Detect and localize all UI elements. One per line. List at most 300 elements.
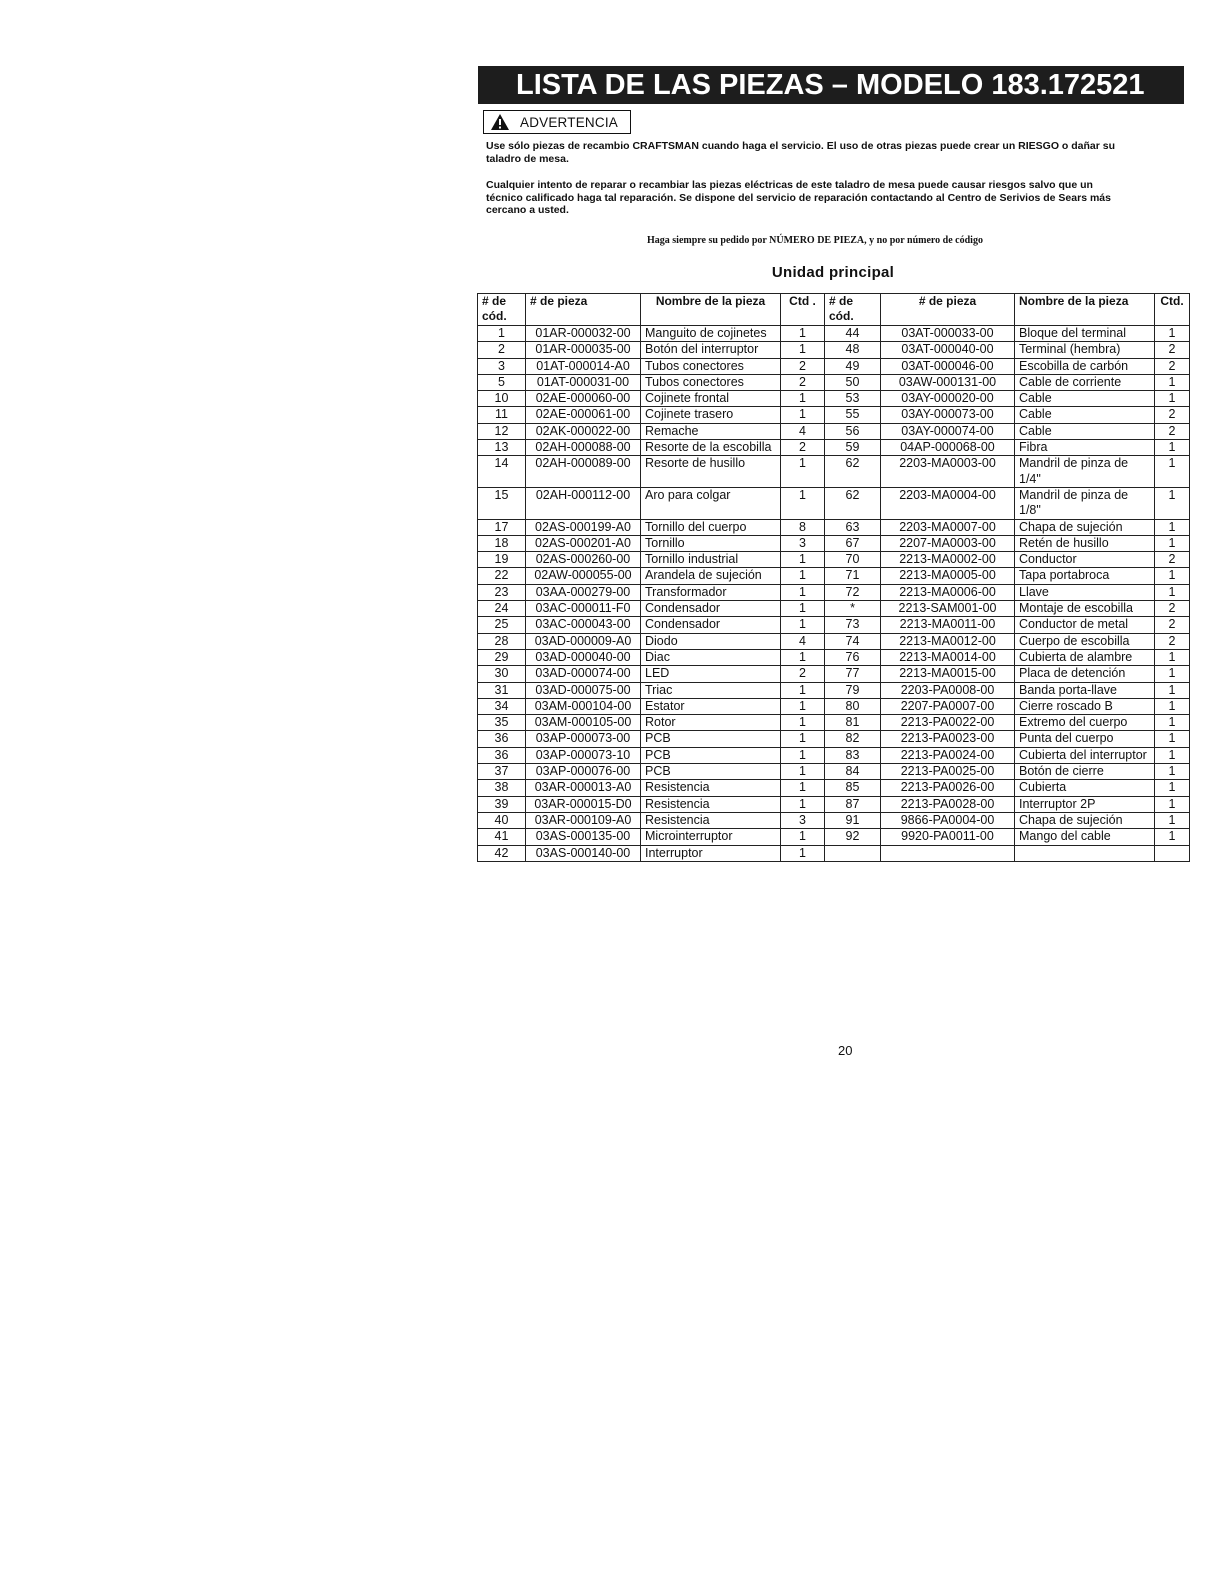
part-name-cell: Cojinete trasero	[641, 407, 781, 423]
code-cell: 81	[825, 715, 881, 731]
qty-cell: 1	[781, 796, 825, 812]
code-cell: 15	[478, 487, 526, 519]
part-number-cell: 02AH-000112-00	[526, 487, 641, 519]
part-name-cell: Manguito de cojinetes	[641, 326, 781, 342]
part-number-cell: 03AP-000076-00	[526, 764, 641, 780]
qty-cell: 1	[1155, 731, 1190, 747]
part-name-cell: Condensador	[641, 601, 781, 617]
part-number-cell: 2213-PA0025-00	[881, 764, 1015, 780]
qty-cell: 4	[781, 423, 825, 439]
qty-cell: 1	[1155, 747, 1190, 763]
table-row	[478, 584, 1190, 600]
qty-cell: 2	[781, 666, 825, 682]
qty-cell: 1	[1155, 682, 1190, 698]
code-cell: 36	[478, 747, 526, 763]
part-name-cell: Cable	[1015, 391, 1155, 407]
qty-cell: 1	[781, 649, 825, 665]
part-name-cell: Montaje de escobilla	[1015, 601, 1155, 617]
part-number-cell: 02AE-000061-00	[526, 407, 641, 423]
part-number-cell: 03AT-000040-00	[881, 342, 1015, 358]
table-row	[478, 440, 1190, 456]
part-number-cell: 02AH-000088-00	[526, 440, 641, 456]
qty-cell: 1	[781, 764, 825, 780]
qty-cell: 1	[1155, 715, 1190, 731]
part-name-cell: Interruptor	[641, 845, 781, 861]
part-name-cell: PCB	[641, 764, 781, 780]
table-row	[478, 682, 1190, 698]
qty-cell: 1	[781, 584, 825, 600]
part-name-cell: Banda porta-llave	[1015, 682, 1155, 698]
table-row	[478, 423, 1190, 439]
qty-cell: 1	[781, 456, 825, 488]
qty-cell: 2	[1155, 601, 1190, 617]
warning-triangle-icon	[490, 113, 510, 131]
part-name-cell: Estator	[641, 698, 781, 714]
qty-cell: 1	[1155, 326, 1190, 342]
table-row	[478, 747, 1190, 763]
table-row	[478, 601, 1190, 617]
order-note: Haga siempre su pedido por NÚMERO DE PIEZA, y no por número de código	[647, 235, 983, 246]
qty-cell: 2	[781, 358, 825, 374]
qty-cell: 2	[781, 440, 825, 456]
part-number-cell: 2203-PA0008-00	[881, 682, 1015, 698]
qty-cell: 1	[781, 682, 825, 698]
part-number-cell: 9866-PA0004-00	[881, 812, 1015, 828]
code-cell: 19	[478, 552, 526, 568]
part-name-cell: Microinterruptor	[641, 829, 781, 845]
table-row	[478, 374, 1190, 390]
code-cell: *	[825, 601, 881, 617]
code-cell: 82	[825, 731, 881, 747]
part-name-cell: Retén de husillo	[1015, 535, 1155, 551]
part-name-cell: Aro para colgar	[641, 487, 781, 519]
code-cell: 17	[478, 519, 526, 535]
part-number-cell: 2213-MA0011-00	[881, 617, 1015, 633]
part-number-cell: 2213-MA0005-00	[881, 568, 1015, 584]
part-number-cell: 03AW-000131-00	[881, 374, 1015, 390]
part-number-cell: 02AE-000060-00	[526, 391, 641, 407]
code-cell: 3	[478, 358, 526, 374]
code-cell: 48	[825, 342, 881, 358]
part-number-cell: 03AD-000075-00	[526, 682, 641, 698]
table-row	[478, 456, 1190, 488]
part-name-cell: Interruptor 2P	[1015, 796, 1155, 812]
part-number-cell: 02AS-000201-A0	[526, 535, 641, 551]
code-cell: 77	[825, 666, 881, 682]
header-part-name: Nombre de la pieza	[1015, 294, 1155, 326]
table-row	[478, 845, 1190, 861]
part-number-cell: 2213-MA0012-00	[881, 633, 1015, 649]
qty-cell: 1	[781, 326, 825, 342]
table-row	[478, 535, 1190, 551]
code-cell: 24	[478, 601, 526, 617]
code-cell: 50	[825, 374, 881, 390]
warning-line: taladro de mesa.	[486, 152, 569, 165]
warning-line: técnico calificado haga tal reparación. Se dispone del servicio de reparación contactando al Centro de Serivios de Sears más	[486, 191, 1111, 204]
table-row	[478, 812, 1190, 828]
part-name-cell: Cubierta de alambre	[1015, 649, 1155, 665]
part-name-cell: Chapa de sujeción	[1015, 812, 1155, 828]
code-cell: 22	[478, 568, 526, 584]
code-cell: 39	[478, 796, 526, 812]
qty-cell: 2	[1155, 407, 1190, 423]
qty-cell: 1	[781, 731, 825, 747]
qty-cell: 1	[781, 391, 825, 407]
code-cell: 23	[478, 584, 526, 600]
table-row	[478, 666, 1190, 682]
page-title: LISTA DE LAS PIEZAS – MODELO 183.172521	[478, 66, 1184, 104]
part-name-cell: Transformador	[641, 584, 781, 600]
code-cell: 42	[478, 845, 526, 861]
qty-cell: 1	[781, 568, 825, 584]
part-number-cell: 01AR-000032-00	[526, 326, 641, 342]
qty-cell: 1	[1155, 519, 1190, 535]
qty-cell: 1	[781, 780, 825, 796]
part-number-cell: 03AM-000104-00	[526, 698, 641, 714]
table-row	[478, 780, 1190, 796]
warning-line: cercano a usted.	[486, 204, 569, 216]
qty-cell: 1	[1155, 780, 1190, 796]
qty-cell: 1	[781, 845, 825, 861]
part-name-cell: Bloque del terminal	[1015, 326, 1155, 342]
code-cell: 91	[825, 812, 881, 828]
table-row	[478, 552, 1190, 568]
part-number-cell: 2203-MA0004-00	[881, 487, 1015, 519]
qty-cell: 1	[1155, 764, 1190, 780]
part-name-cell: Cubierta	[1015, 780, 1155, 796]
part-name-cell: Resorte de la escobilla	[641, 440, 781, 456]
part-name-cell: Mango del cable	[1015, 829, 1155, 845]
table-row	[478, 617, 1190, 633]
code-cell: 35	[478, 715, 526, 731]
part-number-cell: 03AR-000015-D0	[526, 796, 641, 812]
part-name-cell: Botón del interruptor	[641, 342, 781, 358]
part-number-cell: 03AD-000040-00	[526, 649, 641, 665]
code-cell: 13	[478, 440, 526, 456]
part-number-cell: 2203-MA0003-00	[881, 456, 1015, 488]
code-cell	[825, 845, 881, 861]
qty-cell: 1	[1155, 666, 1190, 682]
part-number-cell: 03AD-000009-A0	[526, 633, 641, 649]
section-title: Unidad principal	[771, 264, 895, 281]
part-name-cell: Chapa de sujeción	[1015, 519, 1155, 535]
table-row	[478, 796, 1190, 812]
part-name-cell: Tornillo industrial	[641, 552, 781, 568]
qty-cell: 1	[1155, 374, 1190, 390]
part-number-cell: 03AY-000020-00	[881, 391, 1015, 407]
qty-cell: 1	[781, 617, 825, 633]
code-cell: 74	[825, 633, 881, 649]
part-number-cell: 2207-MA0003-00	[881, 535, 1015, 551]
parts-table	[477, 293, 1190, 862]
part-name-cell: PCB	[641, 731, 781, 747]
qty-cell: 1	[781, 342, 825, 358]
code-cell: 25	[478, 617, 526, 633]
part-name-cell: Cuerpo de escobilla	[1015, 633, 1155, 649]
qty-cell: 4	[781, 633, 825, 649]
code-cell: 29	[478, 649, 526, 665]
part-name-cell: Cable	[1015, 407, 1155, 423]
part-name-cell: Resistencia	[641, 812, 781, 828]
code-cell: 10	[478, 391, 526, 407]
part-name-cell: Tapa portabroca	[1015, 568, 1155, 584]
part-name-cell: Cable	[1015, 423, 1155, 439]
part-number-cell: 2213-SAM001-00	[881, 601, 1015, 617]
code-cell: 11	[478, 407, 526, 423]
part-name-cell: Placa de detención	[1015, 666, 1155, 682]
table-row	[478, 407, 1190, 423]
qty-cell: 1	[1155, 829, 1190, 845]
part-name-cell: Cable de corriente	[1015, 374, 1155, 390]
code-cell: 40	[478, 812, 526, 828]
part-number-cell: 03AA-000279-00	[526, 584, 641, 600]
qty-cell: 1	[1155, 812, 1190, 828]
code-cell: 73	[825, 617, 881, 633]
part-name-cell: Punta del cuerpo	[1015, 731, 1155, 747]
code-cell: 14	[478, 456, 526, 488]
part-name-cell: Fibra	[1015, 440, 1155, 456]
part-number-cell: 02AW-000055-00	[526, 568, 641, 584]
qty-cell: 2	[781, 374, 825, 390]
part-name-cell: Tornillo	[641, 535, 781, 551]
part-number-cell: 2213-PA0022-00	[881, 715, 1015, 731]
qty-cell: 1	[1155, 456, 1190, 488]
part-number-cell: 2213-MA0014-00	[881, 649, 1015, 665]
part-number-cell: 03AD-000074-00	[526, 666, 641, 682]
warning-label: ADVERTENCIA	[520, 114, 618, 130]
code-cell: 53	[825, 391, 881, 407]
code-cell: 70	[825, 552, 881, 568]
part-number-cell: 03AP-000073-10	[526, 747, 641, 763]
part-number-cell: 2213-MA0006-00	[881, 584, 1015, 600]
part-name-cell: Triac	[641, 682, 781, 698]
warning-line: Use sólo piezas de recambio CRAFTSMAN cuando haga el servicio. El uso de otras piezas puede crear un RIESGO o dañar su	[486, 140, 1116, 152]
part-name-cell: Tubos conectores	[641, 358, 781, 374]
part-number-cell: 03AP-000073-00	[526, 731, 641, 747]
table-row	[478, 698, 1190, 714]
part-number-cell: 01AT-000031-00	[526, 374, 641, 390]
part-number-cell: 2213-MA0002-00	[881, 552, 1015, 568]
warning-line: Cualquier intento de reparar o recambiar las piezas eléctricas de este taladro de mesa puede causar riesgos salvo que un	[486, 179, 1093, 191]
code-cell: 79	[825, 682, 881, 698]
qty-cell: 1	[1155, 535, 1190, 551]
qty-cell: 1	[781, 407, 825, 423]
table-row	[478, 391, 1190, 407]
table-row	[478, 764, 1190, 780]
part-number-cell: 03AS-000140-00	[526, 845, 641, 861]
part-number-cell: 2203-MA0007-00	[881, 519, 1015, 535]
part-number-cell: 03AY-000074-00	[881, 423, 1015, 439]
qty-cell: 2	[1155, 342, 1190, 358]
header-code: # de cód.	[478, 294, 526, 326]
part-name-cell: Terminal (hembra)	[1015, 342, 1155, 358]
qty-cell: 1	[781, 829, 825, 845]
code-cell: 76	[825, 649, 881, 665]
part-name-cell: Cojinete frontal	[641, 391, 781, 407]
part-name-cell: Escobilla de carbón	[1015, 358, 1155, 374]
qty-cell: 1	[781, 487, 825, 519]
code-cell: 92	[825, 829, 881, 845]
code-cell: 87	[825, 796, 881, 812]
code-cell: 30	[478, 666, 526, 682]
qty-cell: 1	[1155, 698, 1190, 714]
code-cell: 12	[478, 423, 526, 439]
part-number-cell: 03AC-000043-00	[526, 617, 641, 633]
table-row	[478, 519, 1190, 535]
part-number-cell: 03AY-000073-00	[881, 407, 1015, 423]
part-number-cell: 2213-PA0023-00	[881, 731, 1015, 747]
part-name-cell: Conductor de metal	[1015, 617, 1155, 633]
part-name-cell: Resistencia	[641, 780, 781, 796]
code-cell: 2	[478, 342, 526, 358]
part-name-cell: Extremo del cuerpo	[1015, 715, 1155, 731]
warning-paragraph-1	[486, 140, 1198, 165]
code-cell: 31	[478, 682, 526, 698]
header-part-number: # de pieza	[881, 294, 1015, 326]
code-cell: 1	[478, 326, 526, 342]
part-number-cell: 01AR-000035-00	[526, 342, 641, 358]
table-row	[478, 568, 1190, 584]
warning-box	[483, 110, 631, 134]
part-name-cell	[1015, 845, 1155, 861]
part-name-cell: Tubos conectores	[641, 374, 781, 390]
qty-cell: 1	[1155, 440, 1190, 456]
qty-cell: 1	[1155, 584, 1190, 600]
part-name-cell: Llave	[1015, 584, 1155, 600]
part-name-cell: Conductor	[1015, 552, 1155, 568]
header-part-number: # de pieza	[526, 294, 641, 326]
code-cell: 41	[478, 829, 526, 845]
qty-cell: 3	[781, 812, 825, 828]
qty-cell: 1	[781, 601, 825, 617]
part-number-cell: 03AR-000013-A0	[526, 780, 641, 796]
code-cell: 83	[825, 747, 881, 763]
code-cell: 84	[825, 764, 881, 780]
qty-cell: 1	[781, 747, 825, 763]
qty-cell: 1	[781, 552, 825, 568]
code-cell: 37	[478, 764, 526, 780]
part-number-cell: 2213-PA0028-00	[881, 796, 1015, 812]
code-cell: 49	[825, 358, 881, 374]
code-cell: 38	[478, 780, 526, 796]
code-cell: 85	[825, 780, 881, 796]
warning-paragraph-2	[486, 179, 1198, 217]
code-cell: 36	[478, 731, 526, 747]
code-cell: 56	[825, 423, 881, 439]
part-name-cell: Diac	[641, 649, 781, 665]
qty-cell: 3	[781, 535, 825, 551]
part-number-cell: 03AC-000011-F0	[526, 601, 641, 617]
qty-cell	[1155, 845, 1190, 861]
part-number-cell: 01AT-000014-A0	[526, 358, 641, 374]
part-name-cell: Rotor	[641, 715, 781, 731]
code-cell: 80	[825, 698, 881, 714]
table-row	[478, 829, 1190, 845]
part-name-cell: Diodo	[641, 633, 781, 649]
code-cell: 18	[478, 535, 526, 551]
table-body	[478, 326, 1190, 862]
table-row	[478, 633, 1190, 649]
code-cell: 28	[478, 633, 526, 649]
part-number-cell: 03AR-000109-A0	[526, 812, 641, 828]
part-number-cell: 03AT-000046-00	[881, 358, 1015, 374]
part-name-cell: Cierre roscado B	[1015, 698, 1155, 714]
part-name-cell: Tornillo del cuerpo	[641, 519, 781, 535]
part-name-cell: Arandela de sujeción	[641, 568, 781, 584]
code-cell: 72	[825, 584, 881, 600]
part-name-cell: Resistencia	[641, 796, 781, 812]
part-number-cell: 2213-MA0015-00	[881, 666, 1015, 682]
table-row	[478, 649, 1190, 665]
table-row	[478, 358, 1190, 374]
part-number-cell: 2213-PA0024-00	[881, 747, 1015, 763]
qty-cell: 2	[1155, 617, 1190, 633]
qty-cell: 1	[1155, 391, 1190, 407]
part-number-cell: 9920-PA0011-00	[881, 829, 1015, 845]
part-name-cell: Remache	[641, 423, 781, 439]
table-row	[478, 342, 1190, 358]
header-part-name: Nombre de la pieza	[641, 294, 781, 326]
part-number-cell: 02AH-000089-00	[526, 456, 641, 488]
code-cell: 62	[825, 456, 881, 488]
qty-cell: 2	[1155, 358, 1190, 374]
code-cell: 63	[825, 519, 881, 535]
part-name-cell: PCB	[641, 747, 781, 763]
qty-cell: 1	[1155, 649, 1190, 665]
part-number-cell: 04AP-000068-00	[881, 440, 1015, 456]
part-name-cell: Mandril de pinza de 1/8"	[1015, 487, 1155, 519]
table-header-row	[478, 294, 1190, 326]
part-number-cell: 2213-PA0026-00	[881, 780, 1015, 796]
part-number-cell	[881, 845, 1015, 861]
code-cell: 5	[478, 374, 526, 390]
qty-cell: 1	[781, 698, 825, 714]
code-cell: 34	[478, 698, 526, 714]
code-cell: 62	[825, 487, 881, 519]
qty-cell: 2	[1155, 552, 1190, 568]
part-name-cell: Mandril de pinza de 1/4"	[1015, 456, 1155, 488]
header-qty: Ctd.	[1155, 294, 1190, 326]
code-cell: 67	[825, 535, 881, 551]
code-cell: 55	[825, 407, 881, 423]
qty-cell: 1	[781, 715, 825, 731]
qty-cell: 1	[1155, 796, 1190, 812]
part-name-cell: Resorte de husillo	[641, 456, 781, 488]
part-name-cell: Cubierta del interruptor	[1015, 747, 1155, 763]
page-number: 20	[838, 1043, 853, 1058]
qty-cell: 8	[781, 519, 825, 535]
table-row	[478, 487, 1190, 519]
part-name-cell: Botón de cierre	[1015, 764, 1155, 780]
part-number-cell: 02AK-000022-00	[526, 423, 641, 439]
header-qty: Ctd .	[781, 294, 825, 326]
part-name-cell: LED	[641, 666, 781, 682]
qty-cell: 1	[1155, 487, 1190, 519]
part-number-cell: 02AS-000199-A0	[526, 519, 641, 535]
part-number-cell: 03AT-000033-00	[881, 326, 1015, 342]
part-number-cell: 2207-PA0007-00	[881, 698, 1015, 714]
part-number-cell: 02AS-000260-00	[526, 552, 641, 568]
code-cell: 59	[825, 440, 881, 456]
part-number-cell: 03AS-000135-00	[526, 829, 641, 845]
table-row	[478, 326, 1190, 342]
table-row	[478, 731, 1190, 747]
qty-cell: 2	[1155, 633, 1190, 649]
code-cell: 71	[825, 568, 881, 584]
part-name-cell: Condensador	[641, 617, 781, 633]
code-cell: 44	[825, 326, 881, 342]
header-code: # de cód.	[825, 294, 881, 326]
